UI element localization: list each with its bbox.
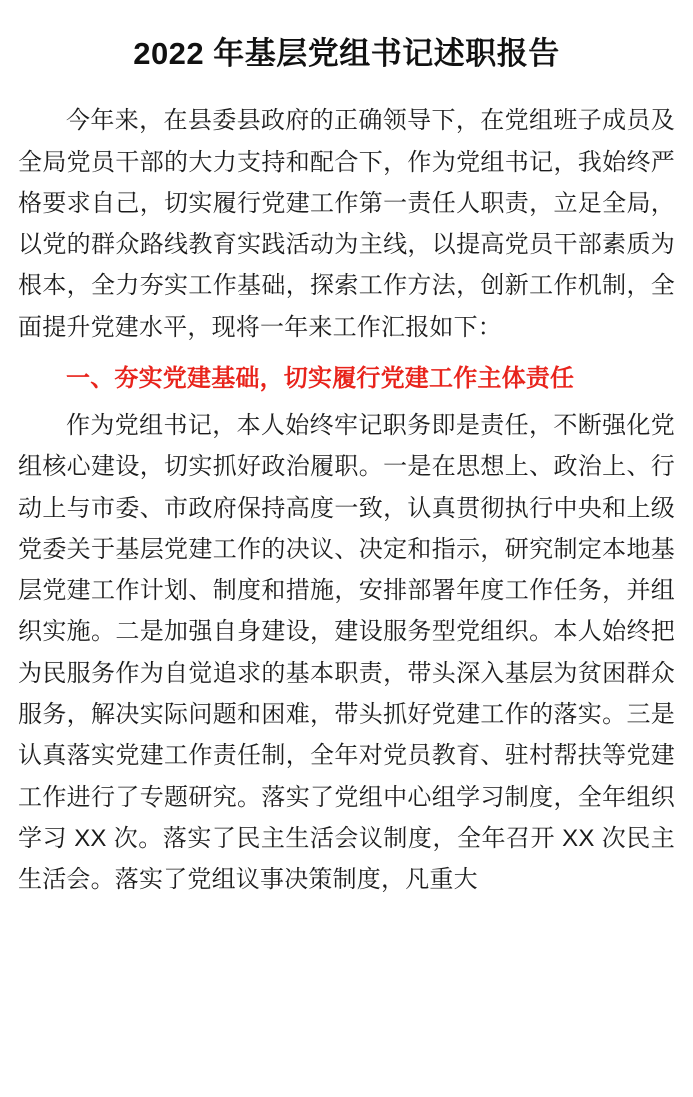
page-title: 2022 年基层党组书记述职报告 <box>133 36 560 71</box>
section-heading-one: 一、夯实党建基础，切实履行党建工作主体责任 <box>66 364 575 392</box>
paragraph-section-one-body: 作为党组书记，本人始终牢记职务即是责任，不断强化党组核心建设，切实抓好政治履职。一是在思想上、政治上、行动上与市委、市政府保持高度一致，认真贯彻执行中央和上级党委关于基层党建工作的决议、决定和指示，研究制定本地基层党建工作计划、制度和措施，安排部署年度工作任务，并组织实施。二是加强自身建设，建设服务型党组织。本人始终把为民服务作为自觉追求的基本职责，带头深入基层为贫困群众服务，解决实际问题和困难，带头抓好党建工作的落实。三是认真落实党建工作责任制，全年对党员教育、驻村帮扶等党建工作进行了专题研究。落实了党组中心组学习制度，全年组织学习 XX 次。落实了民主生活会议制度，全年召开 XX 次民主生活会。落实了党组议事决策制度，凡重大 <box>18 412 675 894</box>
paragraph-intro: 今年来，在县委县政府的正确领导下，在党组班子成员及全局党员干部的大力支持和配合下，作为党组书记，我始终严格要求自己，切实履行党建工作第一责任人职责，立足全局，以党的群众路线教育实践活动为主线，以提高党员干部素质为根本，全力夯实工作基础，探索工作方法，创新工作机制，全面提升党建水平，现将一年来工作汇报如下： <box>18 107 675 341</box>
